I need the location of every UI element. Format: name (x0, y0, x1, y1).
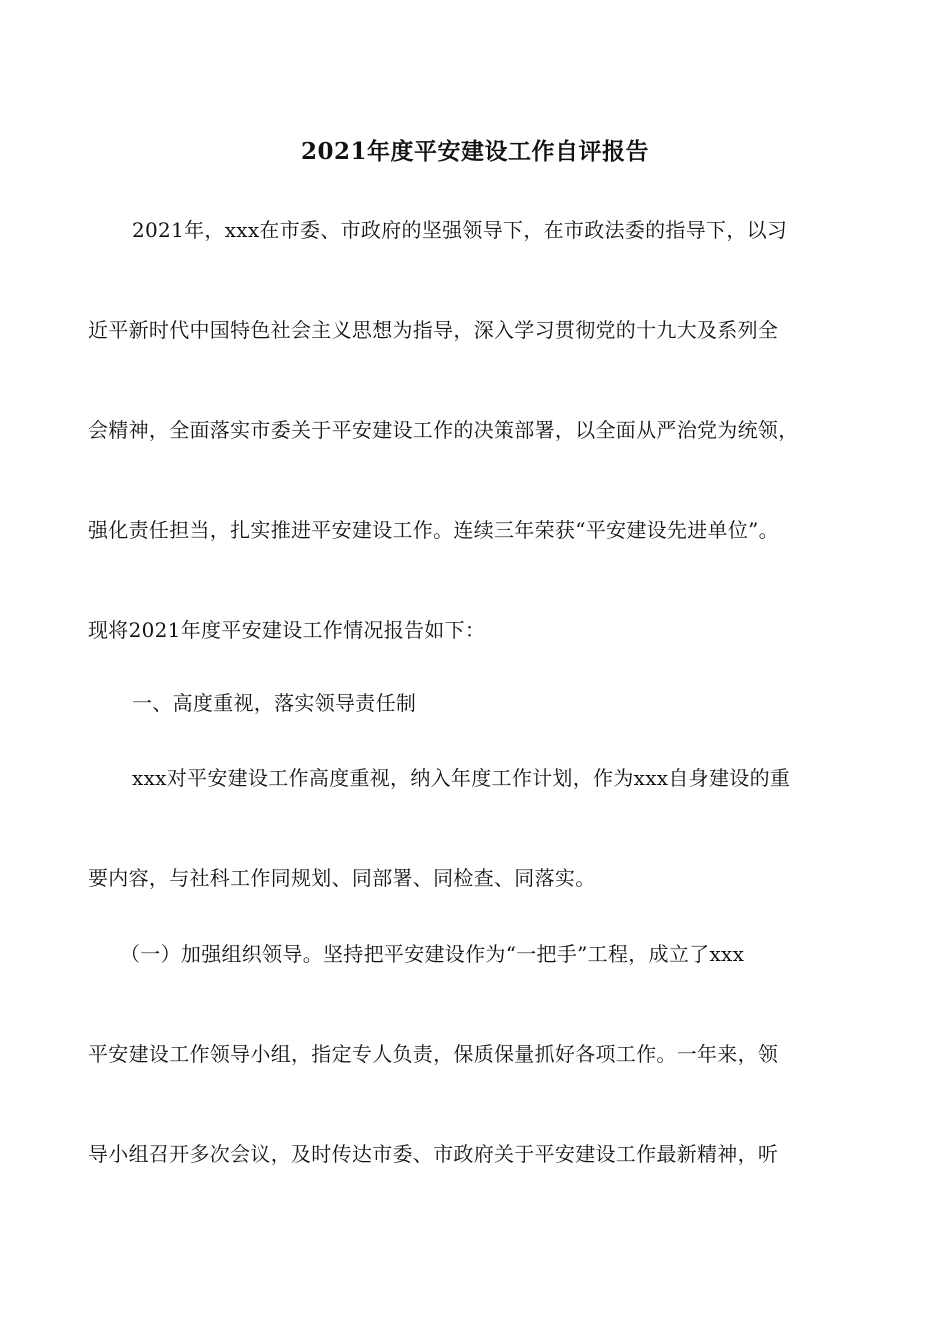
paragraph-line: 导小组召开多次会议，及时传达市委、市政府关于平安建设工作最新精神，听 (88, 1142, 779, 1166)
document-title: 2021年度平安建设工作自评报告 (300, 138, 649, 165)
paragraph-line: 2021年，xxx在市委、市政府的坚强领导下，在市政法委的指导下，以习 (132, 218, 788, 242)
paragraph-line: 现将2021年度平安建设工作情况报告如下： (88, 618, 486, 642)
paragraph-line: 强化责任担当，扎实推进平安建设工作。连续三年荣获“平安建设先进单位”。 (88, 518, 779, 542)
paragraph-line: xxx对平安建设工作高度重视，纳入年度工作计划，作为xxx自身建设的重 (132, 766, 791, 790)
paragraph-line: （一）加强组织领导。坚持把平安建设作为“一把手”工程，成立了xxx (120, 942, 745, 966)
paragraph-line: 要内容，与社科工作同规划、同部署、同检查、同落实。 (88, 866, 596, 890)
paragraph-line: 平安建设工作领导小组，指定专人负责，保质保量抓好各项工作。一年来，领 (88, 1042, 779, 1066)
section-heading: 一、高度重视，落实领导责任制 (132, 691, 417, 715)
paragraph-line: 近平新时代中国特色社会主义思想为指导，深入学习贯彻党的十九大及系列全 (88, 318, 779, 342)
paragraph-line: 会精神，全面落实市委关于平安建设工作的决策部署，以全面从严治党为统领， (88, 418, 799, 442)
